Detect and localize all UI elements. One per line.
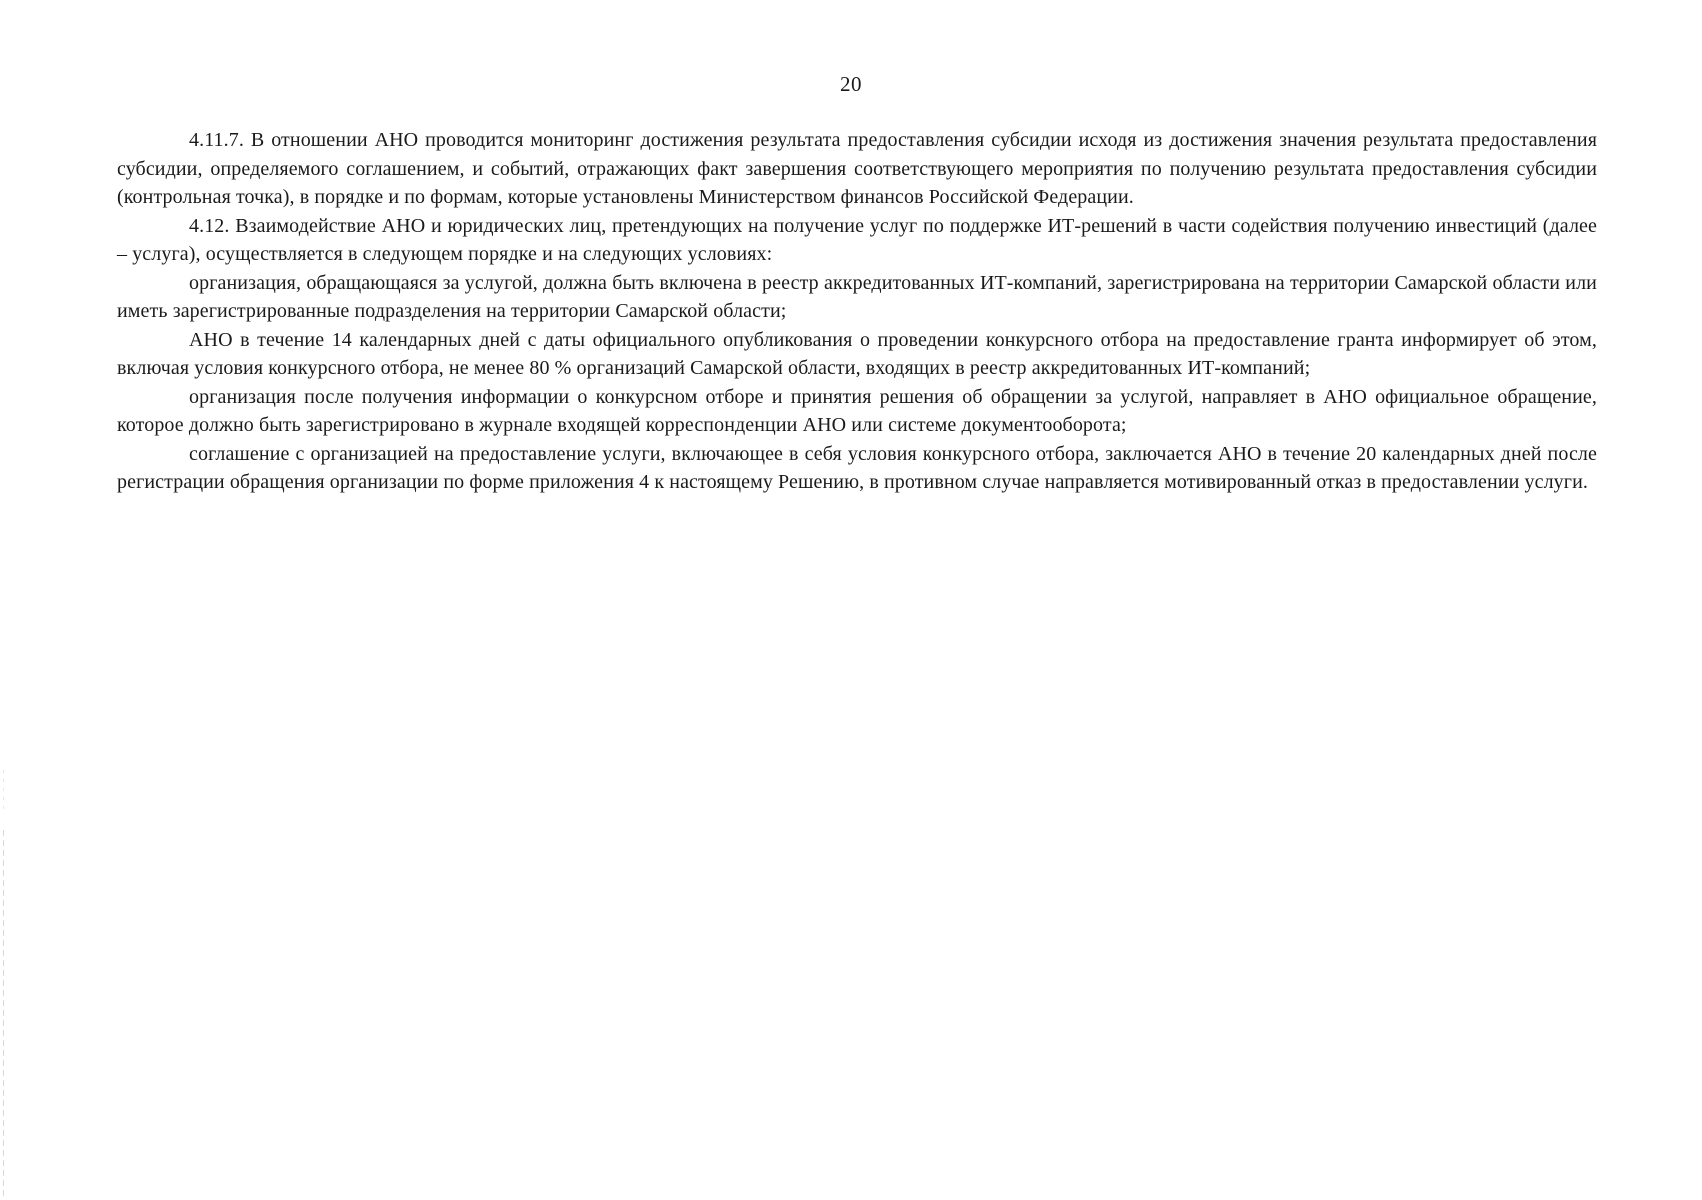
page-number: 20 [840,72,862,96]
paragraph-condition-application: организация после получения информации о конкурсном отборе и принятия решения об обращении за услугой, направляет в АНО официальное обращение, которое должно быть зарегистрировано в журнале входящей корреспонденции АНО или системе документооборота; [117,385,1597,436]
document-body [117,126,1597,497]
paragraph-condition-registry: организация, обращающаяся за услугой, должна быть включена в реестр аккредитованных ИТ-компаний, зарегистрирована на территории Самарской области или иметь зарегистрированные подразделения на территории Самарской области; [117,271,1597,322]
scan-edge-mark [3,770,4,810]
paragraph-condition-agreement: соглашение с организацией на предоставление услуги, включающее в себя условия конкурсного отбора, заключается АНО в течение 20 календарных дней после регистрации обращения организации по форме приложения 4 к настоящему Решению, в противном случае направляется мотивированный отказ в предоставлении услуги. [117,442,1597,493]
paragraph-4-11-7: 4.11.7. В отношении АНО проводится мониторинг достижения результата предоставления субсидии исходя из достижения значения результата предоставления субсидии, определяемого соглашением, и событий, отражающих факт завершения соответствующего мероприятия по получению результата предоставления субсидии (контрольная точка), в порядке и по формам, которые установлены Министерством финансов Российской Федерации. [117,129,1597,208]
paragraph-condition-informing: АНО в течение 14 календарных дней с даты официального опубликования о проведении конкурсного отбора на предоставление гранта информирует об этом, включая условия конкурсного отбора, не менее 80 % организаций Самарской области, входящих в реестр аккредитованных ИТ-компаний; [117,328,1597,379]
scan-edge-mark [3,830,4,1200]
paragraph-4-12: 4.12. Взаимодействие АНО и юридических лиц, претендующих на получение услуг по поддержке ИТ-решений в части содействия получению инвестиций (далее – услуга), осуществляется в следующем порядке и на следующих условиях: [117,214,1597,265]
